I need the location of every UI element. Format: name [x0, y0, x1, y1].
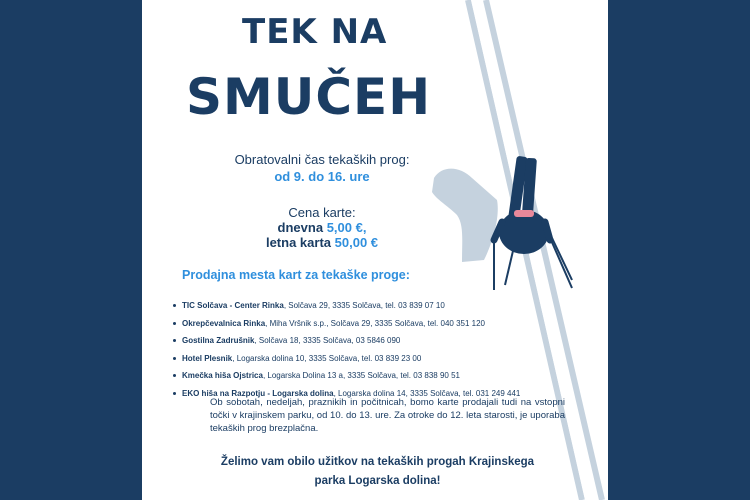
price-daily-value: 5,00 €,: [326, 220, 367, 235]
sales-point-name: Okrepčevalnica Rinka: [182, 318, 266, 328]
poster: [142, 0, 608, 500]
hours-value: od 9. do 16. ure: [274, 169, 370, 184]
sales-points-title: Prodajna mesta kart za tekaške proge:: [182, 268, 410, 282]
list-item: [182, 332, 520, 350]
poster-title-line1: TEK NA: [242, 12, 388, 52]
sales-point-detail: , Logarska dolina 14, 3335 Solčava, tel. 031 249 441: [333, 388, 521, 398]
sales-point-name: Kmečka hiša Ojstrica: [182, 371, 263, 381]
price-label: Cena karte:: [288, 205, 356, 220]
weekend-note: Ob sobotah, nedeljah, praznikih in počitnicah, bomo karte prodajali tudi na vstopni točki v krajinskem parku, od 10. do 13. ure. Za otroke do 12. leta starosti, je uporaba tekaških prog brezplačna.: [210, 397, 565, 434]
price-yearly-value: 50,00 €: [334, 235, 379, 250]
price-daily-label: dnevna: [277, 220, 324, 235]
poster-title-line2: SMUČEH: [186, 68, 432, 126]
list-item: [182, 367, 520, 385]
sales-point-detail: , Solčava 29, 3335 Solčava, tel. 03 839 07 10: [283, 301, 445, 310]
sales-point-detail: , Solčava 18, 3335 Solčava, 03 5846 090: [254, 336, 401, 346]
list-item: [182, 297, 520, 315]
price-yearly: [142, 235, 502, 250]
sales-point-detail: , Logarska dolina 10, 3335 Solčava, tel. 03 839 23 00: [232, 353, 422, 363]
sales-point-name: Gostilna Zadrušnik: [182, 336, 255, 346]
sales-point-name: EKO hiša na Razpotju - Logarska dolina: [182, 388, 334, 398]
closing-line2: parka Logarska dolina!: [314, 475, 441, 487]
closing-line1: Želimo vam obilo užitkov na tekaških progah Krajinskega: [220, 456, 535, 468]
list-item: [182, 315, 520, 333]
price-yearly-label: letna karta: [265, 235, 332, 250]
sales-point-detail: , Logarska Dolina 13 a, 3335 Solčava, tel. 03 838 90 51: [262, 371, 460, 381]
sales-point-detail: , Miha Vršnik s.p., Solčava 29, 3335 Solčava, tel. 040 351 120: [265, 318, 485, 328]
closing-message: [170, 453, 585, 491]
hours-label: Obratovalni čas tekaških prog:: [234, 152, 410, 167]
sales-points-list: [170, 297, 520, 403]
price-daily: [142, 220, 502, 235]
sales-point-name: TIC Solčava - Center Rinka: [182, 301, 284, 310]
sales-point-name: Hotel Plesnik: [182, 353, 233, 363]
list-item: [182, 350, 520, 368]
